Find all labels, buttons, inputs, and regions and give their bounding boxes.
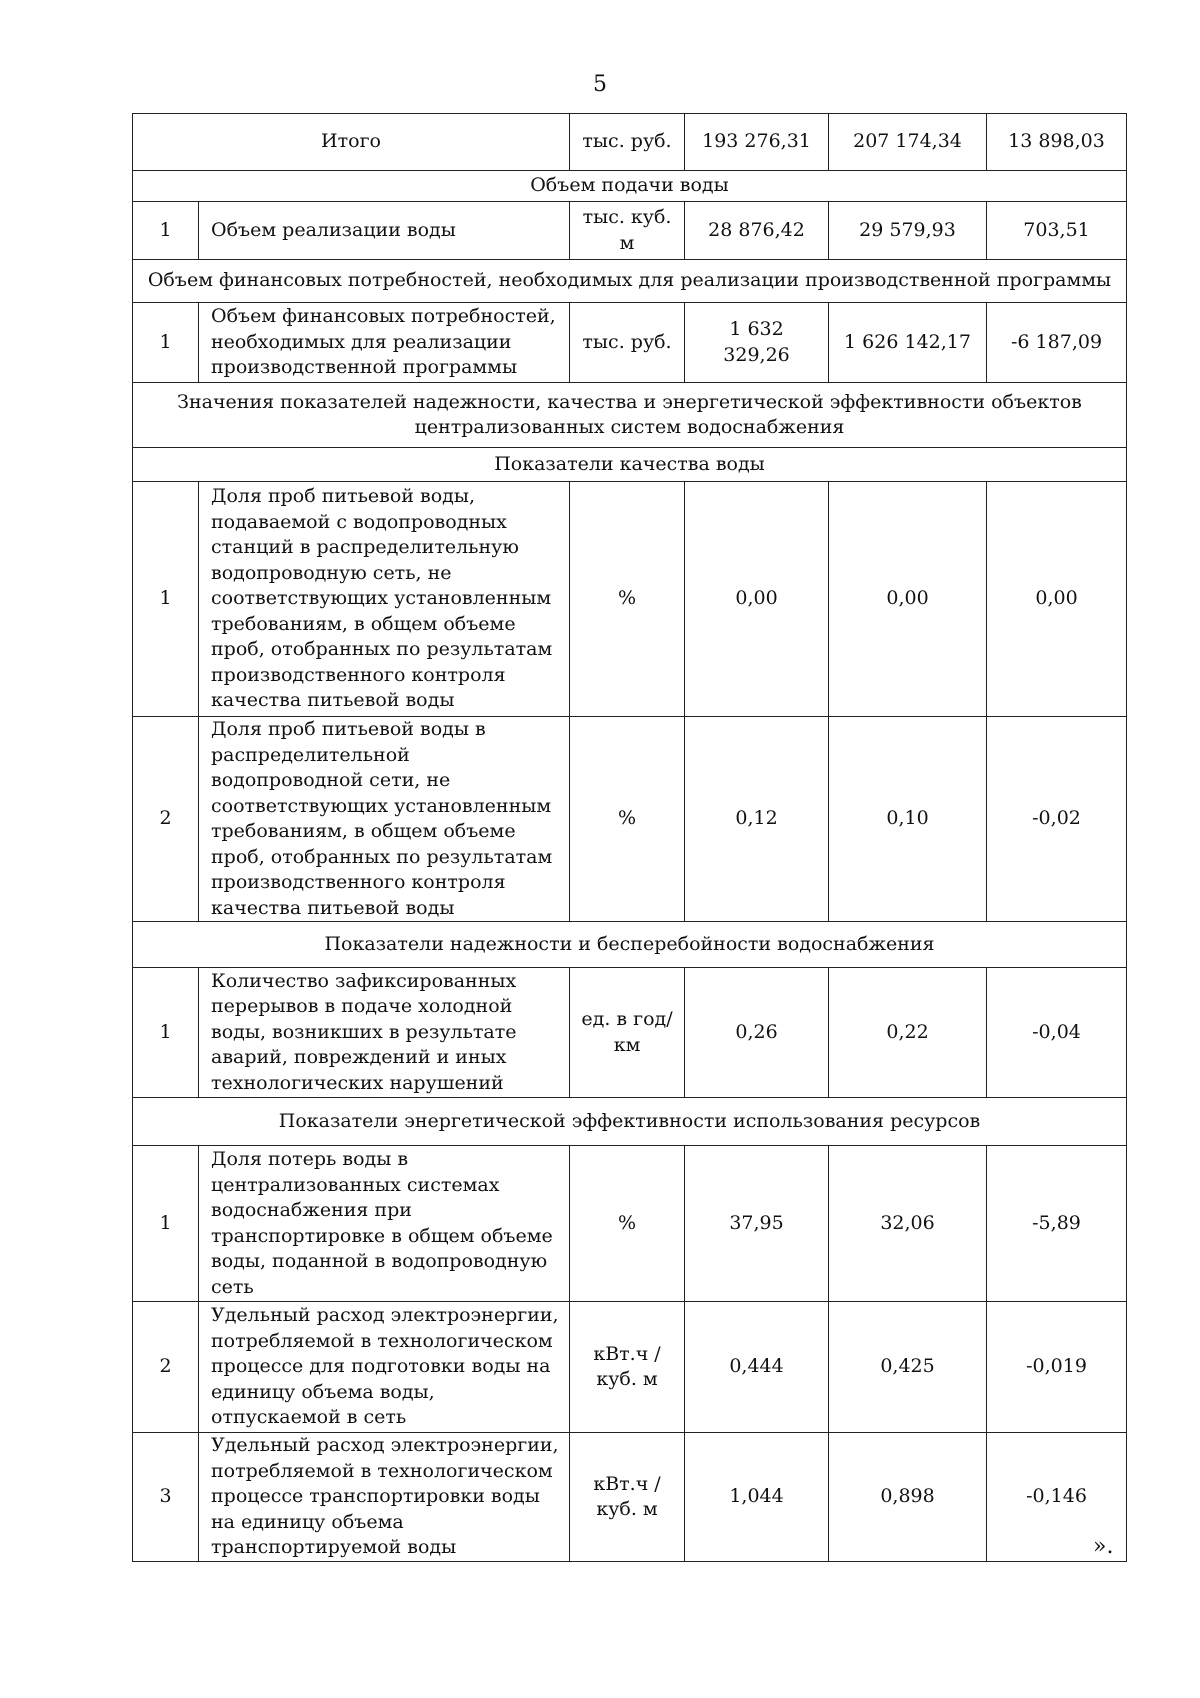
table-row xyxy=(133,1433,1127,1562)
table-row xyxy=(133,482,1127,717)
section-title: Показатели качества воды xyxy=(133,448,1127,482)
row-description: Доля потерь воды в централизованных системах водоснабжения при транспортировке в общем объеме воды, поданной в водопроводную сеть xyxy=(199,1146,570,1302)
row-number: 1 xyxy=(133,968,199,1098)
row-value-2: 32,06 xyxy=(829,1146,987,1302)
row-value-2: 0,22 xyxy=(829,968,987,1098)
row-value-2: 1 626 142,17 xyxy=(829,303,987,383)
section-header-energy xyxy=(133,1098,1127,1146)
production-program-table xyxy=(132,113,1127,1562)
total-unit: тыс. руб. xyxy=(570,114,685,171)
table-row xyxy=(133,1302,1127,1433)
row-value-1: 28 876,42 xyxy=(685,202,829,260)
table-row xyxy=(133,303,1127,383)
total-row xyxy=(133,114,1127,171)
section-header-indicators xyxy=(133,383,1127,448)
section-header-water-volume xyxy=(133,171,1127,202)
closing-quote-mark: ». xyxy=(1093,1534,1114,1559)
row-number: 2 xyxy=(133,1302,199,1433)
row-value-1: 1,044 xyxy=(685,1433,829,1562)
row-value-3: -0,019 xyxy=(987,1302,1127,1433)
total-value-2: 207 174,34 xyxy=(829,114,987,171)
row-unit: % xyxy=(570,717,685,922)
row-number: 3 xyxy=(133,1433,199,1562)
row-unit: % xyxy=(570,482,685,717)
row-value-3: -0,146 xyxy=(987,1433,1127,1562)
row-value-2: 0,425 xyxy=(829,1302,987,1433)
row-value-1: 0,12 xyxy=(685,717,829,922)
row-description: Удельный расход электроэнергии, потребляемой в технологическом процессе для подготовки воды на единицу объема воды, отпускаемой в сеть xyxy=(199,1302,570,1433)
row-unit: % xyxy=(570,1146,685,1302)
row-unit: тыс. куб. м xyxy=(570,202,685,260)
row-value-2: 0,10 xyxy=(829,717,987,922)
total-value-3: 13 898,03 xyxy=(987,114,1127,171)
section-title: Объем финансовых потребностей, необходимых для реализации производственной программы xyxy=(133,260,1127,303)
row-value-3: -6 187,09 xyxy=(987,303,1127,383)
section-header-quality xyxy=(133,448,1127,482)
row-number: 1 xyxy=(133,303,199,383)
row-unit: тыс. руб. xyxy=(570,303,685,383)
row-value-3: -0,04 xyxy=(987,968,1127,1098)
row-number: 1 xyxy=(133,202,199,260)
table-row xyxy=(133,968,1127,1098)
row-value-3: 703,51 xyxy=(987,202,1127,260)
row-description: Удельный расход электроэнергии, потребляемой в технологическом процессе транспортировки воды на единицу объема транспортируемой воды xyxy=(199,1433,570,1562)
row-description: Доля проб питьевой воды, подаваемой с водопроводных станций в распределительную водопроводную сеть, не соответствующих установленным требованиям, в общем объеме проб, отобранных по результатам производственного контроля качества питьевой воды xyxy=(199,482,570,717)
row-value-3: -0,02 xyxy=(987,717,1127,922)
table-row xyxy=(133,717,1127,922)
row-value-1: 0,444 xyxy=(685,1302,829,1433)
row-unit: ед. в год/ км xyxy=(570,968,685,1098)
row-value-2: 0,00 xyxy=(829,482,987,717)
row-value-3: 0,00 xyxy=(987,482,1127,717)
row-value-1: 0,00 xyxy=(685,482,829,717)
total-label: Итого xyxy=(133,114,570,171)
row-description: Количество зафиксированных перерывов в подаче холодной воды, возникших в результате аварий, повреждений и иных технологических нарушений xyxy=(199,968,570,1098)
section-title: Объем подачи воды xyxy=(133,171,1127,202)
row-number: 2 xyxy=(133,717,199,922)
row-value-1: 1 632 329,26 xyxy=(685,303,829,383)
section-title: Показатели энергетической эффективности использования ресурсов xyxy=(133,1098,1127,1146)
row-value-3: -5,89 xyxy=(987,1146,1127,1302)
row-value-2: 0,898 xyxy=(829,1433,987,1562)
table-row xyxy=(133,1146,1127,1302)
row-description: Объем реализации воды xyxy=(199,202,570,260)
row-number: 1 xyxy=(133,1146,199,1302)
table-row xyxy=(133,202,1127,260)
section-title: Значения показателей надежности, качества и энергетической эффективности объектов централизованных систем водоснабжения xyxy=(133,383,1127,448)
page-number: 5 xyxy=(593,72,607,97)
total-value-1: 193 276,31 xyxy=(685,114,829,171)
row-value-1: 0,26 xyxy=(685,968,829,1098)
row-unit: кВт.ч / куб. м xyxy=(570,1302,685,1433)
row-description: Объем финансовых потребностей, необходимых для реализации производственной программы xyxy=(199,303,570,383)
row-value-2: 29 579,93 xyxy=(829,202,987,260)
row-number: 1 xyxy=(133,482,199,717)
row-unit: кВт.ч / куб. м xyxy=(570,1433,685,1562)
row-description: Доля проб питьевой воды в распределительной водопроводной сети, не соответствующих установленным требованиям, в общем объеме проб, отобранных по результатам производственного контроля качества питьевой воды xyxy=(199,717,570,922)
row-value-1: 37,95 xyxy=(685,1146,829,1302)
section-header-reliability xyxy=(133,922,1127,968)
section-header-financial xyxy=(133,260,1127,303)
section-title: Показатели надежности и бесперебойности водоснабжения xyxy=(133,922,1127,968)
